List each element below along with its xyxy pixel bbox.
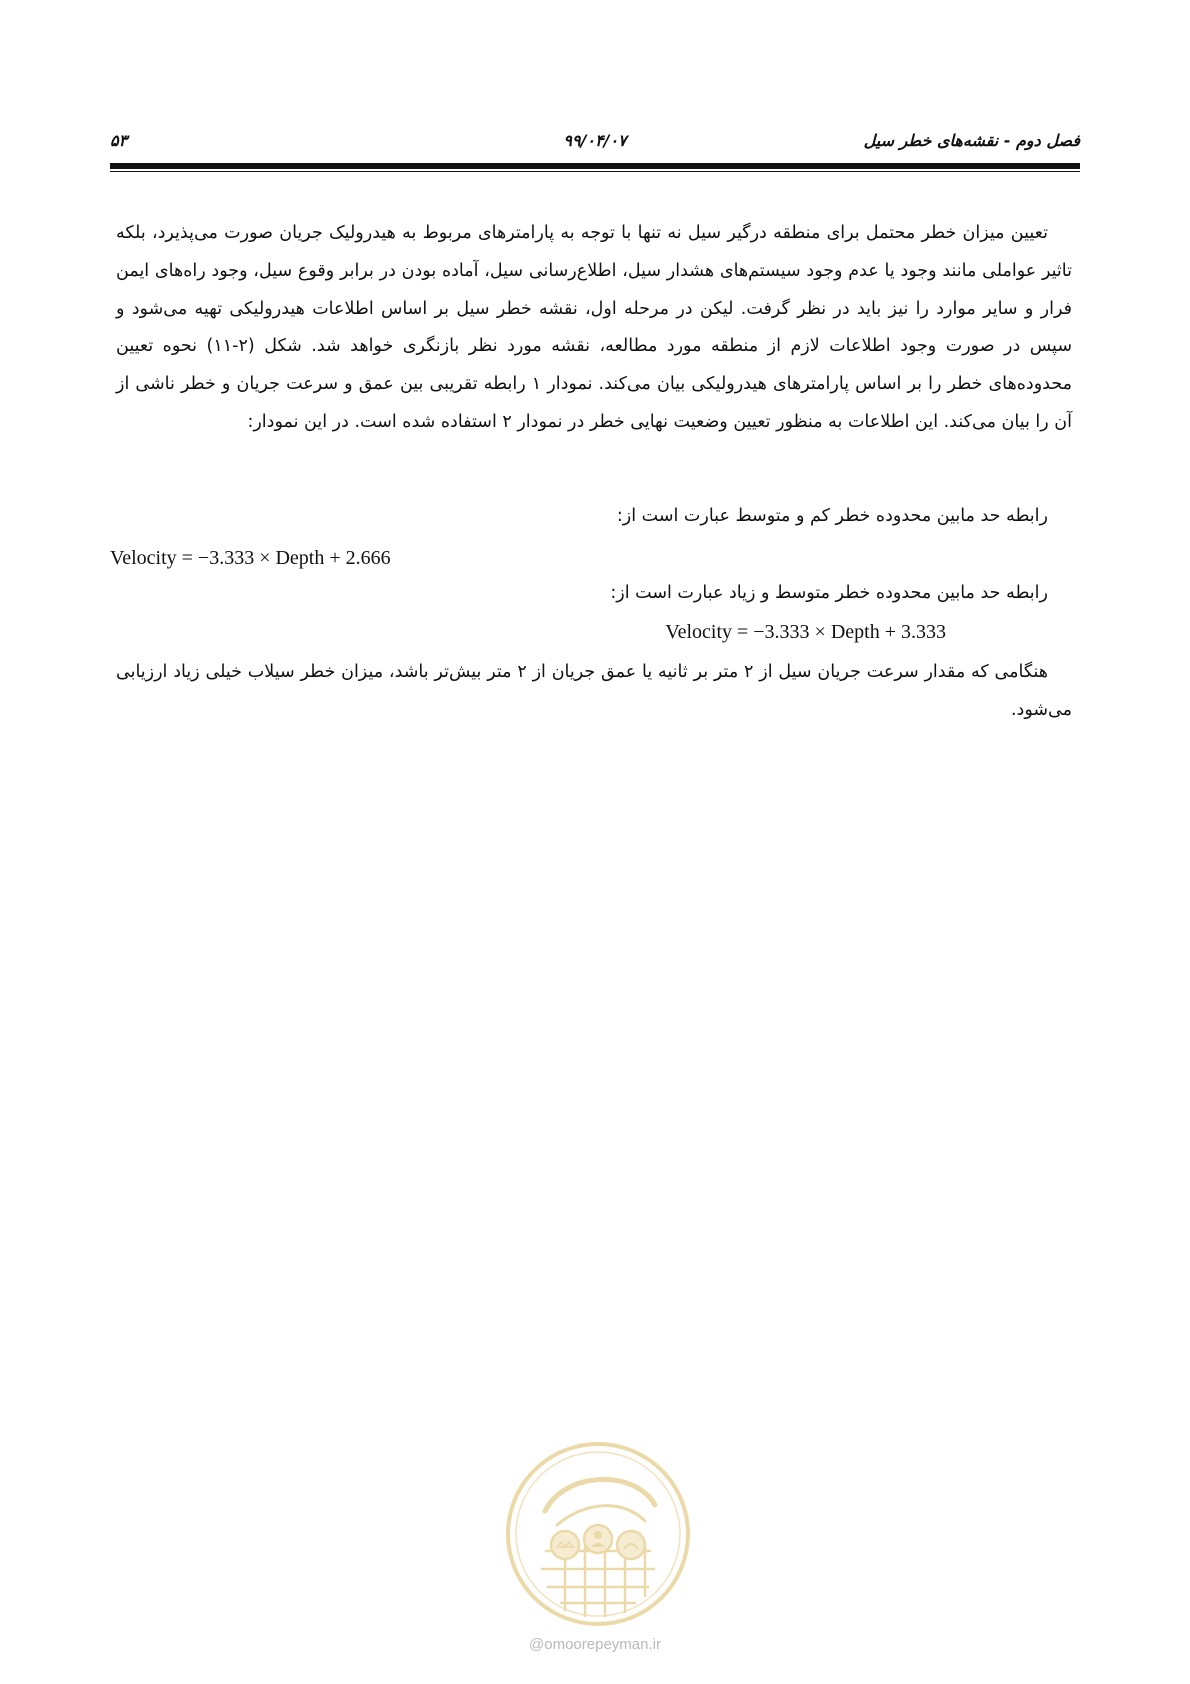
chapter-title: فصل دوم - نقشه‌های خطر سیل <box>863 131 1080 150</box>
header-rule-thin <box>110 171 1080 172</box>
equation-2: Velocity = −3.333 × Depth + 3.333 <box>665 621 946 643</box>
header-date: ۹۹/۰۴/۰۷ <box>563 131 627 150</box>
watermark-url: @omoorepeyman.ir <box>529 1636 661 1653</box>
publisher-seal-logo <box>505 1441 691 1627</box>
header-rule-thick <box>110 163 1080 169</box>
seal-graphic <box>505 1441 691 1627</box>
equation-1: Velocity = −3.333 × Depth + 2.666 <box>110 547 391 569</box>
paragraph-text: تعیین میزان خطر محتمل برای منطقه درگیر سیل نه تنها با توجه به پارامترهای مربوط به هیدرولیک جریان صورت می‌پذیرد، بلکه تاثیر عواملی مانند وجود یا عدم وجود سیستم‌های هشدار سیل، اطلاع‌رسانی سیل، آماده بودن در برابر وقوع سیل، وجود راه‌های ایمن فرار و سایر موارد را نیز باید در نظر گرفت. لیکن در مرحله اول، نقشه خطر سیل بر اساس اطلاعات هیدرولیکی تهیه می‌شود و سپس در صورت وجود اطلاعات لازم از منطقه مورد مطالعه، نقشه مورد نظر بازنگری خواهد شد. شکل (۲-۱۱) نحوه تعیین محدوده‌های خطر را بر اساس پارامترهای هیدرولیکی بیان می‌کند. نمودار ۱ رابطه تقریبی بین عمق و سرعت جریان و خطر ناشی از آن را بیان می‌کند. این اطلاعات به منظور تعیین وضعیت نهایی خطر در نمودار ۲ استفاده شده است. در این نمودار: <box>116 223 1072 432</box>
page-header <box>110 128 1080 154</box>
body-paragraph-2 <box>116 654 1072 730</box>
relation-1-label: رابطه حد مابین محدوده خطر کم و متوسط عبارت است از: <box>616 506 1048 526</box>
page-number: ۵۳ <box>110 131 128 150</box>
body-paragraph-1 <box>116 215 1072 442</box>
relation-2-label: رابطه حد مابین محدوده خطر متوسط و زیاد عبارت است از: <box>610 583 1048 603</box>
paragraph-text: هنگامی که مقدار سرعت جریان سیل از ۲ متر بر ثانیه یا عمق جریان از ۲ متر بیش‌تر باشد، میزان خطر سیلاب خیلی زیاد ارزیابی می‌شود. <box>116 662 1072 720</box>
